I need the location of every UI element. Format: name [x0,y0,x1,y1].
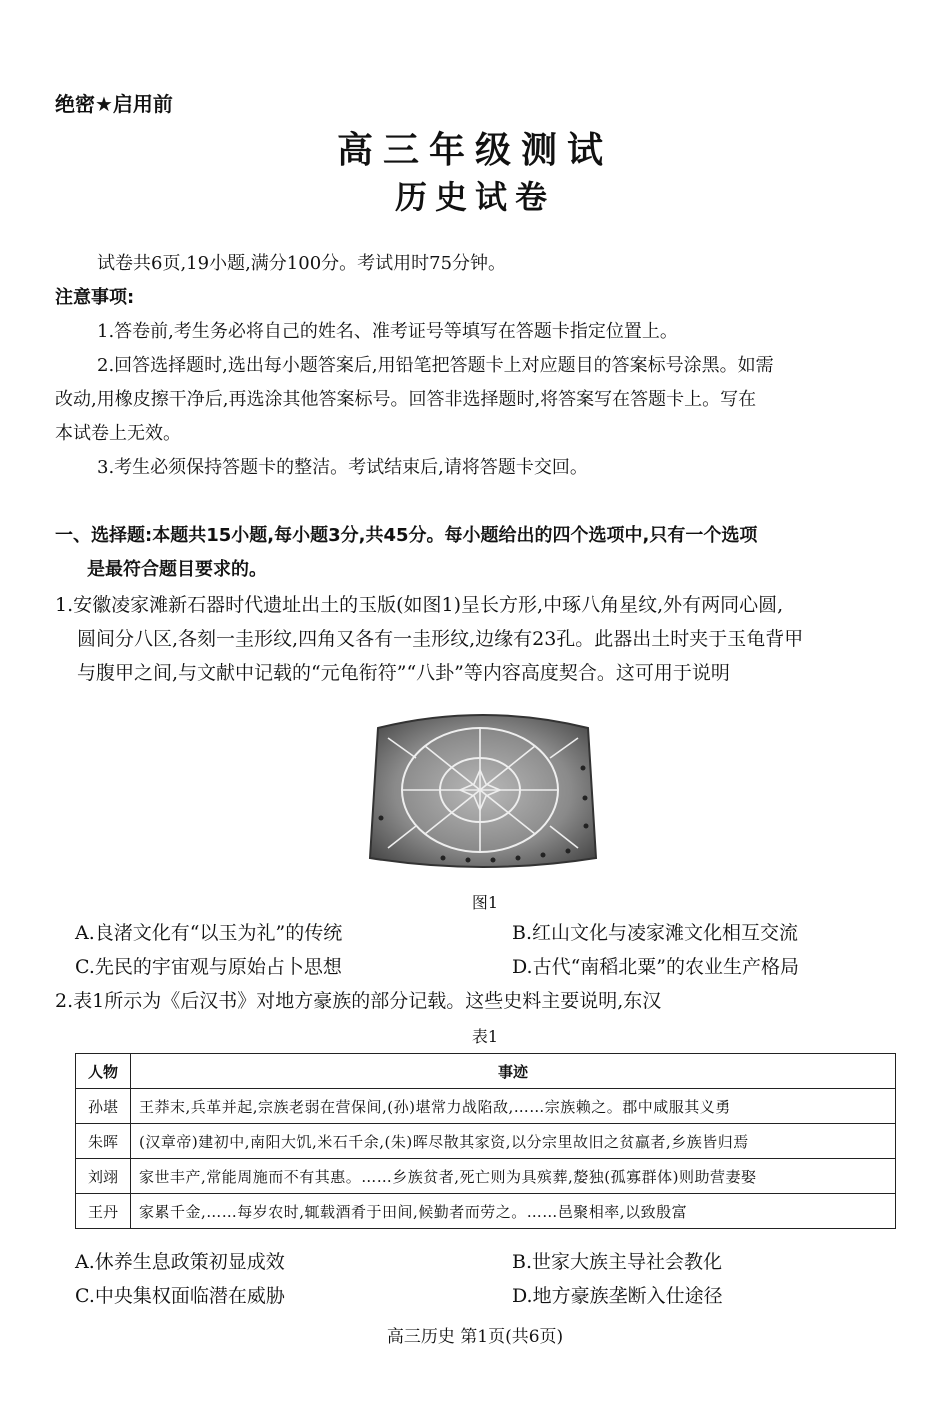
jade-plaque-image [368,708,598,873]
note-item-1: 1.答卷前,考生务必将自己的姓名、准考证号等填写在答题卡指定位置上。 [97,321,678,342]
q1-stem-line-2: 圆间分八区,各刻一圭形纹,四角又各有一圭形纹,边缘有23孔。此器出土时夹于玉龟背甲 [77,628,804,650]
exam-subtitle: 历史试卷 [394,178,555,216]
table-1-caption: 表1 [471,1027,499,1046]
section-1-heading-cont: 是最符合题目要求的。 [87,559,267,580]
table-cell-person: 朱晖 [76,1124,131,1159]
table-cell-deeds: 家累千金,……每岁农时,辄载酒肴于田间,候勤者而劳之。……邑聚相率,以致殷富 [131,1194,896,1229]
q2-option-b: B.世家大族主导社会教化 [512,1251,723,1273]
note-item-3: 3.考生必须保持答题卡的整洁。考试结束后,请将答题卡交回。 [97,457,588,478]
q1-option-b: B.红山文化与凌家滩文化相互交流 [512,922,799,944]
table-row [76,1159,896,1194]
table-cell-person: 刘翊 [76,1159,131,1194]
q1-stem-line-3: 与腹甲之间,与文献中记载的“元龟衔符”“八卦”等内容高度契合。这可用于说明 [77,662,730,684]
table-row [76,1194,896,1229]
confidential-label: 绝密★启用前 [55,92,173,116]
note-item-2-line-3: 本试卷上无效。 [55,423,181,444]
table-header-row [76,1054,896,1089]
q1-option-c: C.先民的宇宙观与原始占卜思想 [75,956,342,978]
table-cell-person: 孙堪 [76,1089,131,1124]
table-header-deeds: 事迹 [131,1054,896,1089]
intro-text: 试卷共6页,19小题,满分100分。考试用时75分钟。 [97,253,507,274]
table-row [76,1089,896,1124]
table-header-person: 人物 [76,1054,131,1089]
table-1 [75,1053,896,1229]
q1-stem-line-1: 1.安徽凌家滩新石器时代遗址出土的玉版(如图1)呈长方形,中琢八角星纹,外有两同心圆, [55,594,784,616]
q1-option-d: D.古代“南稻北粟”的农业生产格局 [512,956,800,978]
note-item-2-line-1: 2.回答选择题时,选出每小题答案后,用铅笔把答题卡上对应题目的答案标号涂黑。如需 [97,355,774,376]
page-footer: 高三历史 第1页(共6页) [386,1327,564,1347]
figure-1-caption: 图1 [471,893,499,912]
table-cell-deeds: (汉章帝)建初中,南阳大饥,米石千余,(朱)晖尽散其家资,以分宗里故旧之贫羸者,乡族皆归焉 [131,1124,896,1159]
q2-option-c: C.中央集权面临潜在威胁 [75,1285,285,1307]
notes-heading: 注意事项: [55,287,135,308]
q2-option-a: A.休养生息政策初显成效 [75,1251,285,1273]
note-item-2-line-2: 改动,用橡皮擦干净后,再选涂其他答案标号。回答非选择题时,将答案写在答题卡上。写在 [55,389,757,410]
section-1-heading: 一、选择题:本题共15小题,每小题3分,共45分。每小题给出的四个选项中,只有一个选项 [55,525,758,546]
q2-option-d: D.地方豪族垄断入仕途径 [512,1285,723,1307]
q2-stem: 2.表1所示为《后汉书》对地方豪族的部分记载。这些史料主要说明,东汉 [55,990,662,1012]
exam-title: 高三年级测试 [336,130,613,171]
q1-option-a: A.良渚文化有“以玉为礼”的传统 [75,922,343,944]
table-cell-deeds: 家世丰产,常能周施而不有其惠。……乡族贫者,死亡则为具殡葬,嫠独(孤寡群体)则助营妻娶 [131,1159,896,1194]
table-cell-person: 王丹 [76,1194,131,1229]
table-row [76,1124,896,1159]
table-cell-deeds: 王莽末,兵革并起,宗族老弱在营保间,(孙)堪常力战陷敌,……宗族赖之。郡中咸服其义勇 [131,1089,896,1124]
